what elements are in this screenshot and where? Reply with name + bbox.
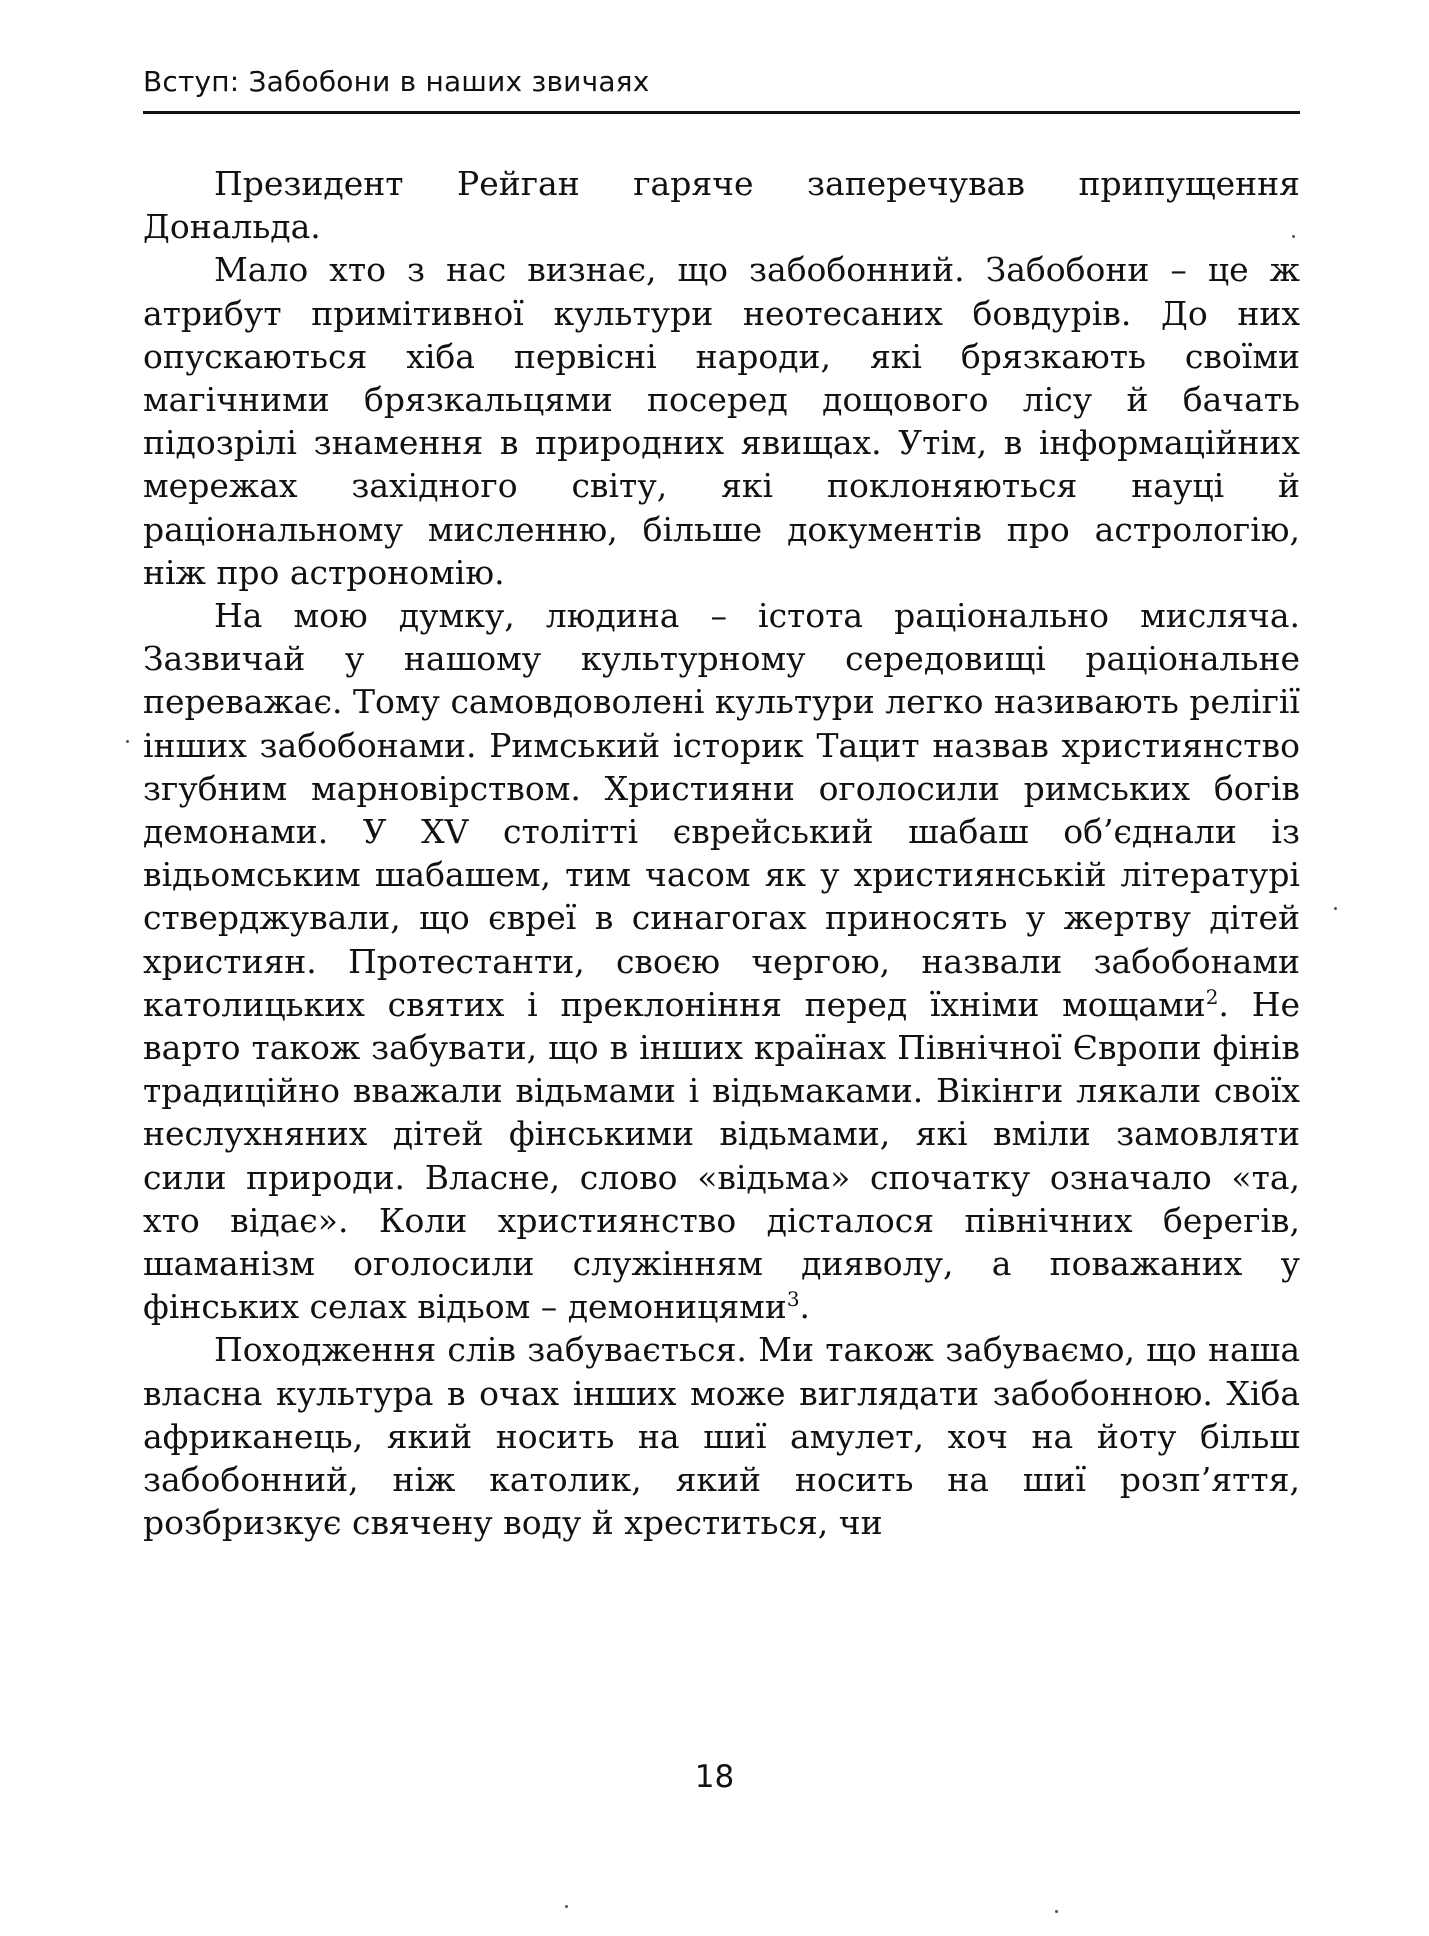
- scan-speck: [126, 740, 129, 743]
- scan-speck: [1055, 1910, 1058, 1913]
- footnote-ref[interactable]: 3: [786, 1287, 800, 1312]
- paragraph: Походження слів забувається. Ми також забуваємо, що наша власна культура в очах інших може виглядати забобонною. Хіба африканець, який носить на шиї амулет, хоч на йоту більш забобонний, ніж католик, який носить на шиї розп’яття, розбризкує свячену воду й хреститься, чи: [143, 1330, 1300, 1543]
- paragraph: Мало хто з нас визнає, що забобонний. Забобони – це ж атрибут примітивної культури неотесаних бовдурів. До них опускаються хіба первісні народи, які брязкають своїми магічними брязкальцями посеред дощового лісу й бачать підозрілі знамення в природних явищах. Утім, в інформаційних мережах західного світу, які поклоняються науці й раціональному мисленню, більше документів про астрологію, ніж про астрономію.: [143, 250, 1300, 592]
- paragraph: Президент Рейган гаряче заперечував припущення Дональда.: [143, 164, 1300, 247]
- scan-speck: [1292, 235, 1295, 238]
- page-body: [143, 162, 1300, 1545]
- paragraph-text: На мою думку, людина – істота раціонально мисляча. Зазвичай у нашому культурному середовищі раціональне переважає. Тому самовдоволені культури легко називають релігії інших забобонами. Римський історик Тацит назвав християнство згубним марновірством. Християни оголосили римських богів демонами. У XV столітті єврейський шабаш об’єднали із відьомським шабашем, тим часом як у християнській літературі стверджували, що євреї в синагогах приносять у жертву дітей християн. Протестанти, своєю чергою, назвали забобонами католицьких святих і преклоніння перед їхніми мощами: [143, 596, 1300, 1024]
- running-head: Вступ: Забобони в наших звичаях: [143, 65, 650, 98]
- scan-speck: [1334, 907, 1337, 910]
- paragraph: [143, 594, 1300, 1328]
- paragraph-text: . Не варто також забувати, що в інших країнах Північної Європи фінів традиційно вважали відьмами і відьмаками. Вікінги лякали своїх неслухняних дітей фінськими відьмами, які вміли замовляти сили природи. Власне, слово «відьма» спочатку означало «та, хто відає». Коли християнство дісталося північних берегів, шаманізм оголосили служінням дияволу, а поважаних у фінських селах відьом – демоницями: [143, 984, 1301, 1327]
- header-rule: [143, 111, 1300, 114]
- scan-speck: [565, 1905, 568, 1908]
- paragraph-text: .: [799, 1287, 811, 1327]
- footnote-ref[interactable]: 2: [1205, 984, 1219, 1009]
- page-number: 18: [694, 1759, 735, 1795]
